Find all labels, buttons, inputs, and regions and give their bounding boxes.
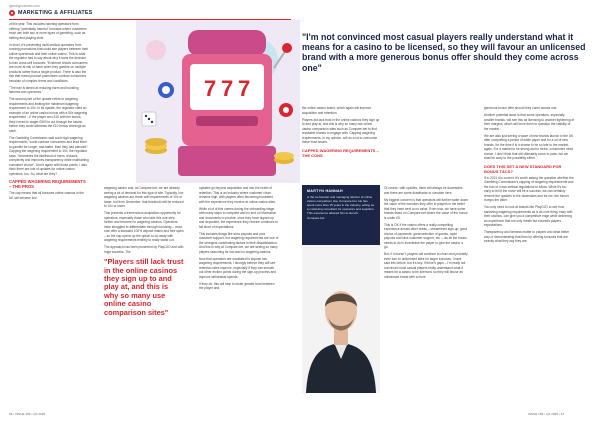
paragraph: Now that operators are mandated to impose low wagering requirements, I strongly believe they will see retention rates improve, especially if they can smooth out other friction points during the sign-up process and improve withdrawal speeds. (199, 256, 276, 279)
subheading-new-standard: DOES THIS SET A NEW STANDARD FOR BONUS T&CS? (484, 163, 562, 174)
paragraph: Another potential issue is that some operators, especially smaller brands, will see this as licensing to another tightening of their margins, which will force them to question the viability of the market. (484, 113, 575, 131)
left-footer: 56 • ISSUE 156 • Q4 2025 (9, 412, 46, 416)
paragraph: the online casino brand, which again will improve acquisition and retention. (302, 106, 372, 115)
svg-text:7: 7 (204, 76, 217, 101)
author-bio-box (302, 185, 380, 245)
paragraph: generous bonus offer should they come across one. (484, 106, 558, 110)
paragraph: Transparency and fairness matter to players and what better way of demonstrating that than by offering bonuses that are exactly what they say they are. (484, 230, 570, 244)
author-photo (302, 245, 380, 393)
right-column-2 (384, 186, 468, 282)
right-column-1-top (302, 106, 382, 160)
paragraph: You only need to look at brands like PlayOJO to see how banishing wagering requirements as is its core thing, easy with their casinos, can give you a competitive edge while delivering an experience that not only meets but exceeds players expectations. (484, 205, 573, 228)
paragraph: updates go beyond acquisition and into the realm of retention. This is an industry where customer churn remains high, with players often becoming frustrated with the experience they receive at online casino sites. (199, 186, 276, 204)
paragraph: If they do, this will help to foster greater trust between the player and (199, 281, 275, 291)
site-url: igamingbusiness.com (9, 4, 40, 8)
paragraph: Of course, with upsides, there will always be downsides and there are some drawbacks to consider here. (384, 186, 463, 195)
paragraph: The cap means that all bonuses online casinos in the UK will become low (9, 191, 84, 200)
paragraph: The second part of the update refers to wagering requirements and limiting the maximum wagering requirement to 10x. In its update, the regulator cited an example of an online casino bonus with a 50x wagering requirement – if the player won £10 with the bonus, they'd need to wager £500 to cut through the casino before they could withdraw the £10 bonus winnings as cash. (9, 97, 88, 133)
paragraph: This is OK if the casino offers a really compelling experience across other areas – streamlined sign-up, good choice of payments, great selection of games, rapid payouts and slick customer support, etc. – as all the bonus needs to do is incentivise the player to give the casino a go. (384, 222, 468, 250)
paragraph: But, if it doesn't, players will continue to churn and probably even turn to unlicensed sites for larger bonuses. I have said this before, but it's key. If there's gaps – I'm really not convinced most casual players really understand what it means for a casino to be licensed, so they will favour an unlicensed brand with a more (384, 252, 468, 279)
section-header (9, 10, 92, 16)
author-name: MARTYN HANNAH (307, 189, 343, 193)
paragraph: Players did lack trust in the online casinos they sign up to and play at, and this is why so many use online casino comparison sites such as Compare.bet to find reputable brands to engage with. Capping wagering requirements, in my opinion, will do a lot to overcome these trust issues. (302, 117, 380, 145)
svg-text:7: 7 (238, 76, 251, 101)
paragraph: "The ban is aimed at reducing harm and boosting fairness and openness." (9, 85, 79, 95)
left-column-3 (199, 186, 279, 293)
right-footer: ISSUE 156 • Q4 2025 • 57 (528, 412, 565, 416)
paragraph: If in 2021 it is current, it's worth asking the question whether the Gambling Commission's capping of wagering requirements and the ban of cross-vertical regulations to follow. While it's too early to tell if the move will be a success, we can certainly remove the upsides to the downsides and for me, the former trumps the latter. (484, 175, 574, 203)
paragraph: In short, it's preventing multi-vertical operators from running promotions that could see players between their online sportsbook and their online casino. This is what the regulator had to say about why it bans the decision to ban cross-sell bonuses: "Evidence shows consumers are more at risk of harm when they gamble on multiple products rather than a single product. There is also the risk that mixed product promotions confuse consumers because of complex terms and conditions. (9, 42, 89, 83)
left-column-1 (9, 22, 89, 203)
left-column-2 (104, 186, 184, 317)
paragraph: My biggest concern is that operators will further water down the value of the bonuses they offer to players in the belief that they have next to no value. Even now, we have some brands listed on Compare.bet where the value of the bonus is under £5. (384, 197, 468, 220)
section-title: MARKETING & AFFILIATES (18, 10, 93, 16)
svg-text:7: 7 (221, 76, 234, 101)
section-bullet-icon (9, 10, 15, 16)
paragraph: The approach has been pioneered by PlayOJO and with huge success. The (104, 245, 184, 254)
paragraph: While a lot of this comes during the onboarding stage, with many steps to complete and no end of information and documents to provide, once they have signed up and deposited, the experience they receive continues to fall short of expectations. (199, 206, 278, 229)
paragraph: wagering casino and, at Compare.bet, we are already seeing a lot of demand for this type of site. Typically, low wagering casinos are those with requirements of 10x or lower, but from December, that threshold will be reduced to 10x or lower. (104, 186, 184, 208)
slot-machine-image (136, 20, 300, 183)
paragraph: of this year. This includes banning operators from offering "potentially harmful" bonuses where customers must use both two or more types of gambling, such as betting and playing slots. (9, 22, 87, 40)
paragraph: We are also just seeing a wave of new brands launch in the UK after completing a period of white paper and for a lot of new brands, for the time it is a shame to be so late to the market, again. For a market to be strong and to thrive, consumers need choice. I don't think that will ultimately come to pass, but we shall be wary to the possibility either. (484, 133, 574, 161)
paragraph: This presents a tremendous acquisition opportunity for operators, especially those who take this one step further and become no wagering casinos. Operators have struggled to differentiate through bonusing – most now offer a standard 100% deposit match and free spins – so the cap opens up the option to do away with wagering requirements entirely to really stand out. (104, 211, 184, 243)
right-column-3 (484, 106, 574, 246)
subheading-pros: CAPPED WAGERING REQUIREMENTS – THE PROS (9, 179, 86, 190)
pull-quote-left: "Players still lack trust in the online casinos they sign up to and play at, and this is why so many use online casino comparison sites" (104, 257, 184, 317)
subheading-cons: CAPPED WAGERING REQUIREMENTS – THE CONS (302, 147, 379, 158)
author-description: is the co-founder and managing director of online casino comparison site, Compare.bet. He has spent more than 15 years in the industry, acting as a marketing consultant for operators and suppliers. This experience allowed him to launch Compare.bet. (307, 194, 375, 220)
paragraph: This includes things like slow payouts and poor customer support, but wagering requirements are one of the strongest contributing factors in their dissatisfaction. And this is why at Compare.bet, we are seeing so many players searching for low and no wagering casinos. (199, 231, 279, 254)
paragraph: The Gambling Commission said such high wagering requirements "could confuse consumers and lead them to gamble for longer, and faster, than they had planned". Capping the wagering requirement to 10x, the regulator says, "decreases the likelihood of harm, reduces complexity and improves transparency while maintaining consumer choice". And it agree with those points. I also think there are lots of upsides for online casino operators, too. So, what are they? (9, 135, 89, 176)
header-rule (9, 19, 291, 20)
pull-quote-right: "I'm not convinced most casual players really understand what it means for a casino to be licensed, so they will favour an unlicensed brand with a more generous bonus offer should they come across one" (302, 32, 586, 73)
